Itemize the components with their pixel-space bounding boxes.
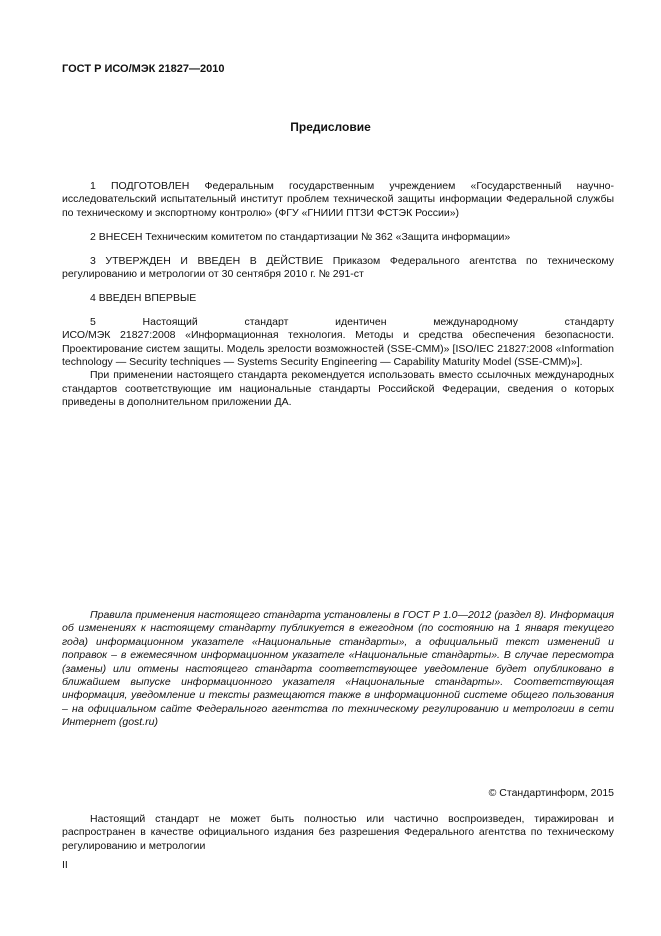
- paragraph-first-introduced: 4 ВВЕДЕН ВПЕРВЫЕ: [90, 291, 197, 304]
- copyright-line: © Стандартинформ, 2015: [488, 787, 614, 799]
- paragraph-prepared: 1 ПОДГОТОВЛЕН Федеральным государственным учреждением «Государственный научно-исследовательский испытательный институт проблем технической защиты информации Федеральной службы по техническому и экспортному контролю» (ФГУ «ГНИИИ ПТЗИ ФСТЭК России»): [62, 180, 614, 219]
- application-rules-note: Правила применения настоящего стандарта установлены в ГОСТ Р 1.0—2012 (раздел 8). Информация об изменениях к настоящему стандарту публикуется в ежегодном (по состоянию на 1 января текущего года) информационном указателе «Национальные стандарты», а официальный текст изменений и поправок – в ежемесячном информационном указателе «Национальные стандарты». В случае пересмотра (замены) или отмены настоящего стандарта соответствующее уведомление будет опубликовано в ближайшем выпуске информационного указателя «Национальные стандарты». Соответствующая информация, уведомление и тексты размещаются также в информационной системе общего пользования – на официальном сайте Федерального агентства по техническому регулированию и метрологии в сети Интернет (gost.ru): [62, 609, 614, 729]
- paragraph-references: При применении настоящего стандарта рекомендуется использовать вместо ссылочных международных стандартов соответствующие им национальные стандарты Российской Федерации, сведения о которых приведены в дополнительном приложении ДА.: [62, 369, 614, 409]
- paragraph-approved: 3 УТВЕРЖДЕН И ВВЕДЕН В ДЕЙСТВИЕ Приказом Федерального агентства по техническому регулированию и метрологии от 30 сентября 2010 г. № 291-ст: [62, 254, 614, 281]
- page-title: Предисловие: [290, 120, 371, 134]
- preface-content: [62, 180, 614, 420]
- reproduction-notice: Настоящий стандарт не может быть полностью или частично воспроизведен, тиражирован и распространен в качестве официального издания без разрешения Федерального агентства по техническому регулированию и метрологии: [62, 813, 614, 852]
- paragraph-identical-standard: ИСО/МЭК 21827:2008 «Информационная технология. Методы и средства обеспечения безопасности. Проектирование систем защиты. Модель зрелости возможностей (SSE-CMM)» [ISO/IEC 21827:2008 «Information technology — Security techniques — Systems Security Engineering — Capability Maturity Model (SSE-CMM)»].: [62, 329, 614, 369]
- paragraph-identical-first-line: 5 Настоящий стандарт идентичен международному стандарту: [90, 315, 614, 328]
- paragraph-submitted: 2 ВНЕСЕН Техническим комитетом по стандартизации № 362 «Защита информации»: [90, 230, 511, 243]
- standard-code-header: ГОСТ Р ИСО/МЭК 21827—2010: [62, 63, 225, 75]
- page-number: II: [62, 859, 68, 871]
